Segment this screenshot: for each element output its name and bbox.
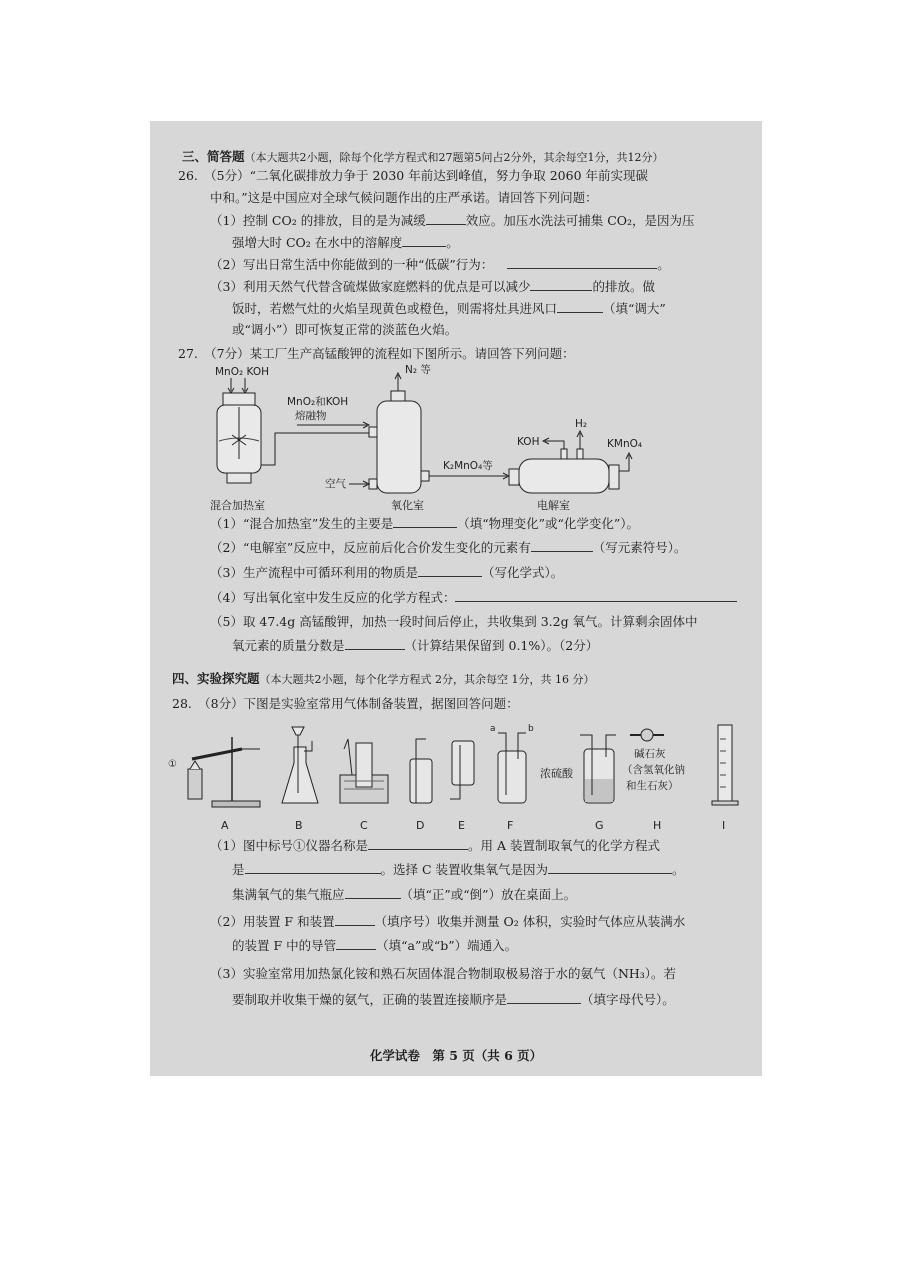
label-melt-2: 熔融物	[295, 410, 327, 422]
apparatus-c-water-trough	[340, 739, 388, 803]
q28-part-1-line-2: 是 。选择 C 装置收集氧气是因为 。	[232, 862, 685, 877]
q27-part-2: （2）“电解室”反应中，反应前后化合价发生变化的元素有 （写元素符号）。	[210, 540, 687, 555]
answer-blank[interactable]	[402, 234, 446, 247]
q26-part-3-line-2: 饭时，若燃气灶的火焰呈现黄色或橙色，则需将灶具进风口 （填“调大”	[232, 301, 666, 316]
label-electrolysis-room: 电解室	[537, 499, 570, 512]
svg-text:①: ①	[168, 759, 177, 770]
answer-blank[interactable]	[557, 300, 603, 313]
answer-blank[interactable]	[426, 212, 466, 225]
answer-blank[interactable]	[335, 913, 375, 926]
answer-blank[interactable]	[393, 515, 457, 528]
q26-part-1-line-2: 强增大时 CO₂ 在水中的溶解度 。	[232, 235, 459, 250]
kmno4-process-flow-diagram	[205, 361, 665, 513]
answer-blank[interactable]	[507, 991, 581, 1004]
q27-part-5-line-1: （5）取 47.4g 高锰酸钾，加热一段时间后停止，共收集到 3.2g 氧气。计算剩余固体中	[210, 614, 698, 629]
answer-blank[interactable]	[345, 886, 401, 899]
label-h: H	[653, 819, 662, 832]
q26-intro-line-1: 26. （5分）“二氧化碳排放力争于 2030 年前达到峰值，努力争取 2060 年前实现碳	[178, 168, 648, 183]
answer-blank[interactable]	[530, 278, 592, 291]
label-mno2-koh: MnO₂ KOH	[215, 366, 269, 378]
q26-part-3-line-3: 或“调小”）即可恢复正常的淡蓝色火焰。	[232, 322, 458, 337]
svg-text:（含氢氧化钠: （含氢氧化钠	[622, 764, 685, 776]
q28-part-1-line-1: （1）图中标号①仪器名称是 。用 A 装置制取氧气的化学方程式	[210, 838, 660, 853]
apparatus-h-drying-tube	[622, 729, 685, 792]
port-b-label: b	[528, 724, 534, 734]
label-i: I	[722, 819, 726, 832]
electrolysis-chamber	[519, 459, 609, 493]
q26-part-2: （2）写出日常生活中你能做到的一种“低碳”行为： 。	[210, 257, 670, 272]
q27-intro: 27. （7分）某工厂生产高锰酸钾的流程如下图所示。请回答下列问题：	[178, 346, 575, 361]
mixing-heating-chamber	[223, 393, 255, 405]
label-k2mno4: K₂MnO₄等	[443, 460, 493, 472]
label-soda-lime: 碱石灰	[634, 748, 666, 760]
port-a-label: a	[490, 724, 496, 734]
answer-blank[interactable]	[345, 637, 405, 650]
q27-part-4: （4）写出氧化室中发生反应的化学方程式：	[210, 589, 762, 606]
q26-part-3-line-1: （3）利用天然气代替含硫煤做家庭燃料的优点是可以减少 的排放。做	[210, 279, 655, 294]
answer-blank[interactable]	[245, 861, 381, 874]
apparatus-f-multi-use-bottle	[490, 724, 534, 803]
label-a: A	[221, 819, 229, 832]
label-c: C	[360, 819, 368, 832]
answer-blank[interactable]	[336, 937, 376, 950]
label-conc-sulfuric-acid: 浓硫酸	[540, 767, 573, 780]
answer-blank[interactable]	[548, 861, 672, 874]
q28-part-2-line-1: （2）用装置 F 和装置 （填序号）收集并测量 O₂ 体积，实验时气体应从装满水	[210, 914, 686, 929]
answer-blank[interactable]	[507, 256, 657, 269]
apparatus-d-upward-air	[410, 739, 432, 803]
label-n2: N₂ 等	[405, 364, 431, 376]
answer-blank[interactable]	[455, 589, 737, 602]
q27-part-3: （3）生产流程中可循环利用的物质是 （写化学式）。	[210, 565, 564, 580]
apparatus-a-test-tube-heating	[168, 737, 260, 807]
q27-part-1: （1）“混合加热室”发生的主要是 （填“物理变化”或“化学变化”）。	[210, 516, 640, 531]
label-koh: KOH	[517, 436, 540, 448]
label-e: E	[458, 819, 465, 832]
apparatus-i-measuring-cylinder	[712, 725, 738, 805]
apparatus-g-drying-bottle	[540, 735, 616, 803]
q27-part-5-line-2: 氧元素的质量分数是 （计算结果保留到 0.1%）。（2分）	[232, 638, 599, 653]
section-4-heading: 四、实验探究题（本大题共2小题，每个化学方程式 2分，其余每空 1分，共 16 分）	[172, 671, 595, 686]
gas-preparation-apparatus	[164, 719, 754, 839]
answer-blank[interactable]	[368, 837, 468, 850]
section-3-heading: 三、简答题（本大题共2小题，除每个化学方程式和27题第5问占2分外，其余每空1分，共12分）	[182, 149, 664, 164]
svg-text:和生石灰）: 和生石灰）	[626, 780, 679, 792]
q28-part-3-line-2: 要制取并收集干燥的氨气，正确的装置连接顺序是 （填字母代号）。	[232, 992, 675, 1007]
answer-blank[interactable]	[418, 564, 482, 577]
label-kmno4: KMnO₄	[607, 438, 643, 450]
label-h2: H₂	[575, 418, 588, 430]
label-b: B	[295, 819, 303, 832]
page-footer: 化学试卷 第 5 页（共 6 页）	[369, 1048, 543, 1063]
label-mixing-room: 混合加热室	[210, 499, 265, 512]
oxidation-chamber	[377, 401, 421, 493]
q28-part-2-line-2: 的装置 F 中的导管 （填“a”或“b”）端通入。	[232, 938, 518, 953]
q28-part-1-line-3: 集满氧气的集气瓶应 （填“正”或“倒”）放在桌面上。	[232, 887, 577, 902]
exam-page-photo	[150, 121, 762, 1076]
apparatus-e-downward-air	[450, 741, 474, 799]
apparatus-b-conical-flask	[282, 727, 318, 803]
q28-part-3-line-1: （3）实验室常用加热氯化铵和熟石灰固体混合物制取极易溶于水的氨气（NH₃）。若	[210, 966, 677, 981]
label-f: F	[507, 819, 514, 832]
label-air: 空气	[325, 478, 346, 490]
label-oxidation-room: 氧化室	[391, 499, 424, 512]
q28-intro: 28. （8分）下图是实验室常用气体制备装置，据图回答问题：	[172, 696, 519, 711]
label-d: D	[416, 819, 425, 832]
q26-intro-line-2: 中和。”这是中国应对全球气候问题作出的庄严承诺。请回答下列问题：	[210, 190, 598, 205]
label-g: G	[595, 819, 604, 832]
label-melt-1: MnO₂和KOH	[287, 396, 349, 408]
q26-part-1-line-1: （1）控制 CO₂ 的排放，目的是为减缓 效应。加压水洗法可捕集 CO₂，是因为压	[210, 213, 695, 228]
answer-blank[interactable]	[531, 539, 593, 552]
